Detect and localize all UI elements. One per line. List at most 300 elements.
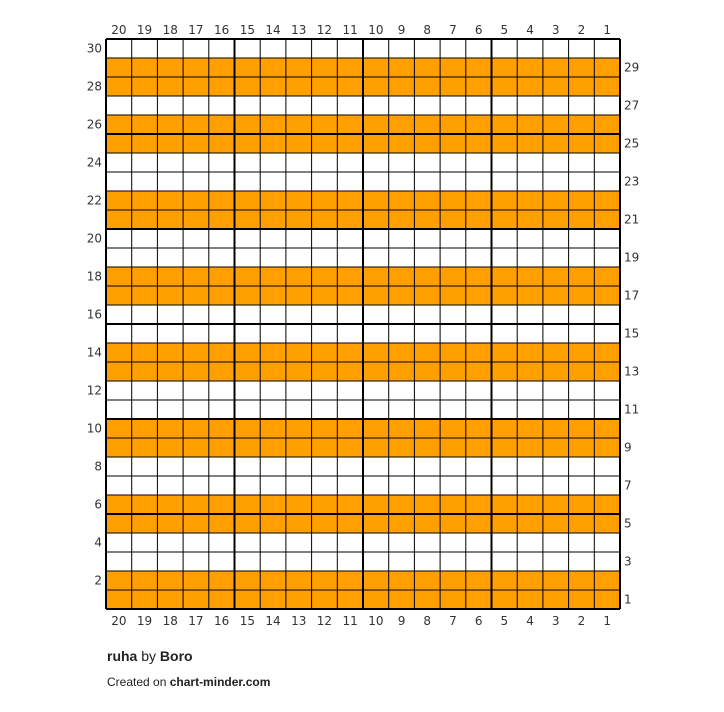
grid-cell (440, 514, 466, 533)
grid-cell (106, 400, 132, 419)
grid-cell (440, 400, 466, 419)
grid-cell (106, 457, 132, 476)
grid-cell (183, 400, 209, 419)
grid-cell (389, 381, 415, 400)
grid-cell (209, 96, 235, 115)
column-label-top: 18 (162, 23, 178, 37)
grid-cell (209, 115, 235, 134)
grid-cell (286, 533, 312, 552)
grid-cell (106, 533, 132, 552)
grid-cell (312, 267, 338, 286)
grid-cell (132, 286, 158, 305)
grid-cell (543, 210, 569, 229)
grid-cell (543, 438, 569, 457)
grid-cell (569, 39, 595, 58)
grid-cell (183, 533, 209, 552)
grid-cell (260, 248, 286, 267)
grid-cell (106, 191, 132, 210)
grid-cell (440, 438, 466, 457)
pattern-name: ruha (107, 648, 138, 664)
grid-cell (389, 324, 415, 343)
grid-cell (337, 381, 363, 400)
grid-cell (363, 343, 389, 362)
grid-cell (492, 381, 518, 400)
grid-cell (543, 362, 569, 381)
grid-cell (132, 134, 158, 153)
grid-cell (569, 400, 595, 419)
grid-cell (440, 343, 466, 362)
grid-cell (543, 400, 569, 419)
grid-cell (106, 495, 132, 514)
column-label-top: 16 (214, 23, 230, 37)
grid-cell (414, 324, 440, 343)
grid-cell (312, 286, 338, 305)
grid-cell (260, 210, 286, 229)
column-label-top: 20 (111, 23, 127, 37)
column-label-bottom: 12 (316, 614, 333, 628)
grid-cell (414, 533, 440, 552)
grid-cell (517, 495, 543, 514)
grid-cell (157, 77, 183, 96)
grid-cell (157, 172, 183, 191)
grid-cell (337, 438, 363, 457)
grid-cell (106, 476, 132, 495)
grid-cell (594, 514, 620, 533)
grid-cell (594, 495, 620, 514)
grid-cell (389, 248, 415, 267)
grid-cell (389, 476, 415, 495)
grid-cell (594, 343, 620, 362)
row-label-right: 3 (624, 554, 632, 569)
row-label-right: 23 (624, 174, 640, 189)
grid-cell (209, 229, 235, 248)
grid-cell (157, 153, 183, 172)
grid-cell (132, 362, 158, 381)
grid-cell (440, 286, 466, 305)
grid-cell (389, 457, 415, 476)
row-label-left: 10 (86, 421, 102, 436)
column-label-top: 17 (188, 23, 204, 37)
grid-cell (260, 153, 286, 172)
grid-cell (286, 229, 312, 248)
grid-cell (389, 229, 415, 248)
grid-cell (492, 58, 518, 77)
grid-cell (183, 248, 209, 267)
grid-cell (492, 134, 518, 153)
grid-cell (440, 533, 466, 552)
grid-cell (260, 286, 286, 305)
grid-cell (440, 324, 466, 343)
grid-cell (235, 286, 261, 305)
grid-cell (260, 495, 286, 514)
grid-cell (414, 115, 440, 134)
grid-cell (106, 115, 132, 134)
grid-cell (363, 438, 389, 457)
grid-cell (440, 191, 466, 210)
grid-cell (466, 571, 492, 590)
grid-cell (337, 571, 363, 590)
grid-cell (363, 229, 389, 248)
grid-cell (594, 476, 620, 495)
grid-cell (594, 96, 620, 115)
grid-cell (312, 400, 338, 419)
grid-cell (414, 362, 440, 381)
grid-cell (363, 267, 389, 286)
grid-cell (312, 305, 338, 324)
grid-cell (132, 267, 158, 286)
column-label-top: 1 (603, 23, 611, 37)
grid-cell (337, 210, 363, 229)
grid-cell (517, 58, 543, 77)
column-label-bottom: 19 (136, 614, 153, 628)
grid-cell (312, 153, 338, 172)
grid-cell (440, 571, 466, 590)
grid-cell (440, 134, 466, 153)
grid-cell (183, 476, 209, 495)
grid-cell (569, 286, 595, 305)
row-label-left: 28 (86, 79, 102, 94)
grid-cell (337, 343, 363, 362)
grid-cell (492, 229, 518, 248)
grid-cell (260, 362, 286, 381)
grid-cell (543, 571, 569, 590)
grid-cell (594, 305, 620, 324)
grid-cell (414, 39, 440, 58)
row-label-left: 26 (86, 117, 102, 132)
row-label-right: 1 (624, 592, 632, 607)
grid-cell (569, 210, 595, 229)
grid-cell (569, 153, 595, 172)
row-label-left: 12 (86, 383, 102, 398)
grid-cell (312, 96, 338, 115)
grid-cell (337, 419, 363, 438)
grid-cell (440, 552, 466, 571)
column-label-top: 11 (342, 23, 358, 37)
grid-cell (132, 381, 158, 400)
grid-cell (209, 495, 235, 514)
grid-cell (389, 134, 415, 153)
grid-cell (312, 590, 338, 609)
grid-cell (492, 514, 518, 533)
grid-cell (363, 172, 389, 191)
grid-cell (235, 457, 261, 476)
grid-cell (286, 495, 312, 514)
grid-cell (260, 134, 286, 153)
grid-cell (466, 58, 492, 77)
grid-cell (286, 362, 312, 381)
grid-cell (492, 305, 518, 324)
grid-cell (466, 381, 492, 400)
grid-cell (414, 495, 440, 514)
grid-cell (363, 248, 389, 267)
grid-cell (157, 229, 183, 248)
grid-cell (569, 115, 595, 134)
grid-cell (260, 400, 286, 419)
grid-cell (466, 305, 492, 324)
grid-cell (157, 96, 183, 115)
grid-cell (183, 191, 209, 210)
grid-cell (183, 153, 209, 172)
grid-cell (157, 39, 183, 58)
grid-cell (157, 571, 183, 590)
row-label-right: 17 (624, 288, 640, 303)
grid-cell (183, 552, 209, 571)
grid-cell (466, 115, 492, 134)
grid-cell (209, 324, 235, 343)
grid-cell (440, 419, 466, 438)
grid-cell (569, 362, 595, 381)
grid-cell (594, 77, 620, 96)
grid-cell (363, 476, 389, 495)
grid-cell (183, 362, 209, 381)
grid-cell (569, 381, 595, 400)
grid-cell (132, 419, 158, 438)
row-label-left: 4 (94, 535, 102, 550)
column-label-top: 12 (316, 23, 333, 37)
grid-cell (543, 248, 569, 267)
grid-cell (286, 248, 312, 267)
grid-cell (517, 248, 543, 267)
grid-cell (492, 286, 518, 305)
grid-cell (132, 476, 158, 495)
grid-cell (286, 457, 312, 476)
grid-cell (543, 191, 569, 210)
grid-cell (363, 457, 389, 476)
grid-cell (363, 533, 389, 552)
grid-cell (466, 153, 492, 172)
grid-cell (440, 381, 466, 400)
grid-cell (260, 191, 286, 210)
row-label-right: 29 (624, 60, 640, 75)
grid-cell (209, 590, 235, 609)
grid-cell (389, 172, 415, 191)
grid-cell (440, 305, 466, 324)
grid-cell (106, 590, 132, 609)
grid-cell (389, 77, 415, 96)
row-label-right: 15 (624, 326, 640, 341)
row-label-right: 9 (624, 440, 632, 455)
row-label-left: 30 (86, 41, 102, 56)
grid-cell (286, 419, 312, 438)
by-text: by (141, 648, 157, 664)
grid-cell (260, 58, 286, 77)
grid-cell (363, 495, 389, 514)
grid-cell (363, 552, 389, 571)
grid-cell (286, 172, 312, 191)
grid-cell (235, 191, 261, 210)
grid-cell (132, 39, 158, 58)
chart-title (107, 648, 193, 664)
grid-cell (569, 571, 595, 590)
grid-cell (157, 552, 183, 571)
grid-cell (492, 419, 518, 438)
grid-cell (466, 248, 492, 267)
row-label-right: 7 (624, 478, 632, 493)
grid-cell (492, 153, 518, 172)
grid-cell (517, 514, 543, 533)
grid-cell (594, 229, 620, 248)
grid-cell (260, 381, 286, 400)
grid-cell (543, 96, 569, 115)
grid-cell (517, 267, 543, 286)
grid-cell (337, 172, 363, 191)
grid-cell (235, 590, 261, 609)
column-label-bottom: 1 (603, 614, 611, 628)
grid-cell (337, 305, 363, 324)
grid-cell (466, 419, 492, 438)
column-label-top: 8 (423, 23, 432, 37)
grid-cell (492, 267, 518, 286)
grid-cell (209, 305, 235, 324)
column-label-top: 3 (551, 23, 560, 37)
grid-cell (414, 96, 440, 115)
grid-cell (235, 248, 261, 267)
row-label-right: 5 (624, 516, 632, 531)
grid-cell (543, 286, 569, 305)
grid-cell (157, 362, 183, 381)
grid-cell (543, 533, 569, 552)
grid-cell (132, 153, 158, 172)
grid-cell (569, 419, 595, 438)
grid-cell (209, 552, 235, 571)
grid-cell (337, 457, 363, 476)
grid-cell (466, 552, 492, 571)
grid-cell (389, 39, 415, 58)
grid-cell (389, 286, 415, 305)
grid-cell (337, 134, 363, 153)
grid-cell (312, 438, 338, 457)
grid-cell (440, 457, 466, 476)
grid-cell (363, 419, 389, 438)
grid-cell (414, 229, 440, 248)
row-label-left: 6 (94, 497, 102, 512)
grid-cell (466, 438, 492, 457)
grid-cell (466, 39, 492, 58)
grid-cell (337, 476, 363, 495)
grid-cell (543, 39, 569, 58)
grid-cell (209, 191, 235, 210)
grid-cell (157, 400, 183, 419)
grid-cell (517, 286, 543, 305)
credit-line (107, 675, 270, 689)
column-label-top: 9 (397, 23, 406, 37)
grid-cell (440, 362, 466, 381)
grid-cell (594, 191, 620, 210)
grid-cell (260, 533, 286, 552)
grid-cell (157, 495, 183, 514)
grid-cell (312, 457, 338, 476)
grid-cell (157, 457, 183, 476)
grid-cell (286, 552, 312, 571)
grid-cell (440, 172, 466, 191)
grid-cell (594, 324, 620, 343)
grid-cell (312, 248, 338, 267)
grid-cell (594, 552, 620, 571)
grid-cell (209, 210, 235, 229)
grid-cell (492, 476, 518, 495)
grid-cell (517, 476, 543, 495)
grid-cell (414, 590, 440, 609)
grid-cell (569, 590, 595, 609)
grid-cell (569, 514, 595, 533)
grid-cell (106, 381, 132, 400)
grid-cell (106, 210, 132, 229)
row-label-right: 27 (624, 98, 640, 113)
grid-cell (106, 229, 132, 248)
grid-cell (466, 533, 492, 552)
grid-cell (183, 343, 209, 362)
grid-cell (363, 77, 389, 96)
grid-cell (132, 305, 158, 324)
grid-cell (132, 58, 158, 77)
grid-cell (389, 533, 415, 552)
grid-cell (106, 362, 132, 381)
grid-cell (132, 590, 158, 609)
column-label-bottom: 20 (111, 614, 127, 628)
grid-cell (183, 590, 209, 609)
grid-cell (209, 39, 235, 58)
column-label-bottom: 14 (265, 614, 281, 628)
grid-cell (312, 115, 338, 134)
row-label-left: 16 (86, 307, 102, 322)
grid-cell (157, 590, 183, 609)
grid-cell (440, 248, 466, 267)
column-label-bottom: 13 (291, 614, 307, 628)
grid-cell (414, 210, 440, 229)
grid-cell (312, 77, 338, 96)
grid-cell (414, 191, 440, 210)
column-label-top: 14 (265, 23, 281, 37)
grid-cell (209, 400, 235, 419)
grid-cell (209, 77, 235, 96)
grid-cell (157, 438, 183, 457)
grid-cell (183, 229, 209, 248)
grid-cell (569, 134, 595, 153)
grid-cell (157, 305, 183, 324)
grid-cell (466, 476, 492, 495)
column-label-top: 19 (136, 23, 153, 37)
site-link[interactable]: chart-minder.com (169, 675, 271, 689)
grid-cell (312, 210, 338, 229)
grid-cell (260, 438, 286, 457)
grid-cell (440, 476, 466, 495)
column-label-top: 5 (500, 23, 509, 37)
grid-cell (492, 172, 518, 191)
grid-cell (106, 134, 132, 153)
grid-cell (132, 324, 158, 343)
grid-cell (543, 134, 569, 153)
grid-cell (363, 115, 389, 134)
grid-cell (157, 248, 183, 267)
grid-cell (209, 514, 235, 533)
grid-cell (466, 457, 492, 476)
grid-cell (517, 571, 543, 590)
grid-cell (517, 552, 543, 571)
grid-cell (517, 39, 543, 58)
grid-cell (492, 210, 518, 229)
grid-cell (440, 96, 466, 115)
grid-cell (157, 476, 183, 495)
grid-cell (337, 229, 363, 248)
grid-cell (594, 362, 620, 381)
grid-cell (389, 552, 415, 571)
grid-cell (286, 343, 312, 362)
grid-cell (414, 58, 440, 77)
grid-cell (594, 248, 620, 267)
grid-cell (260, 590, 286, 609)
grid-cell (466, 229, 492, 248)
grid-cell (363, 210, 389, 229)
